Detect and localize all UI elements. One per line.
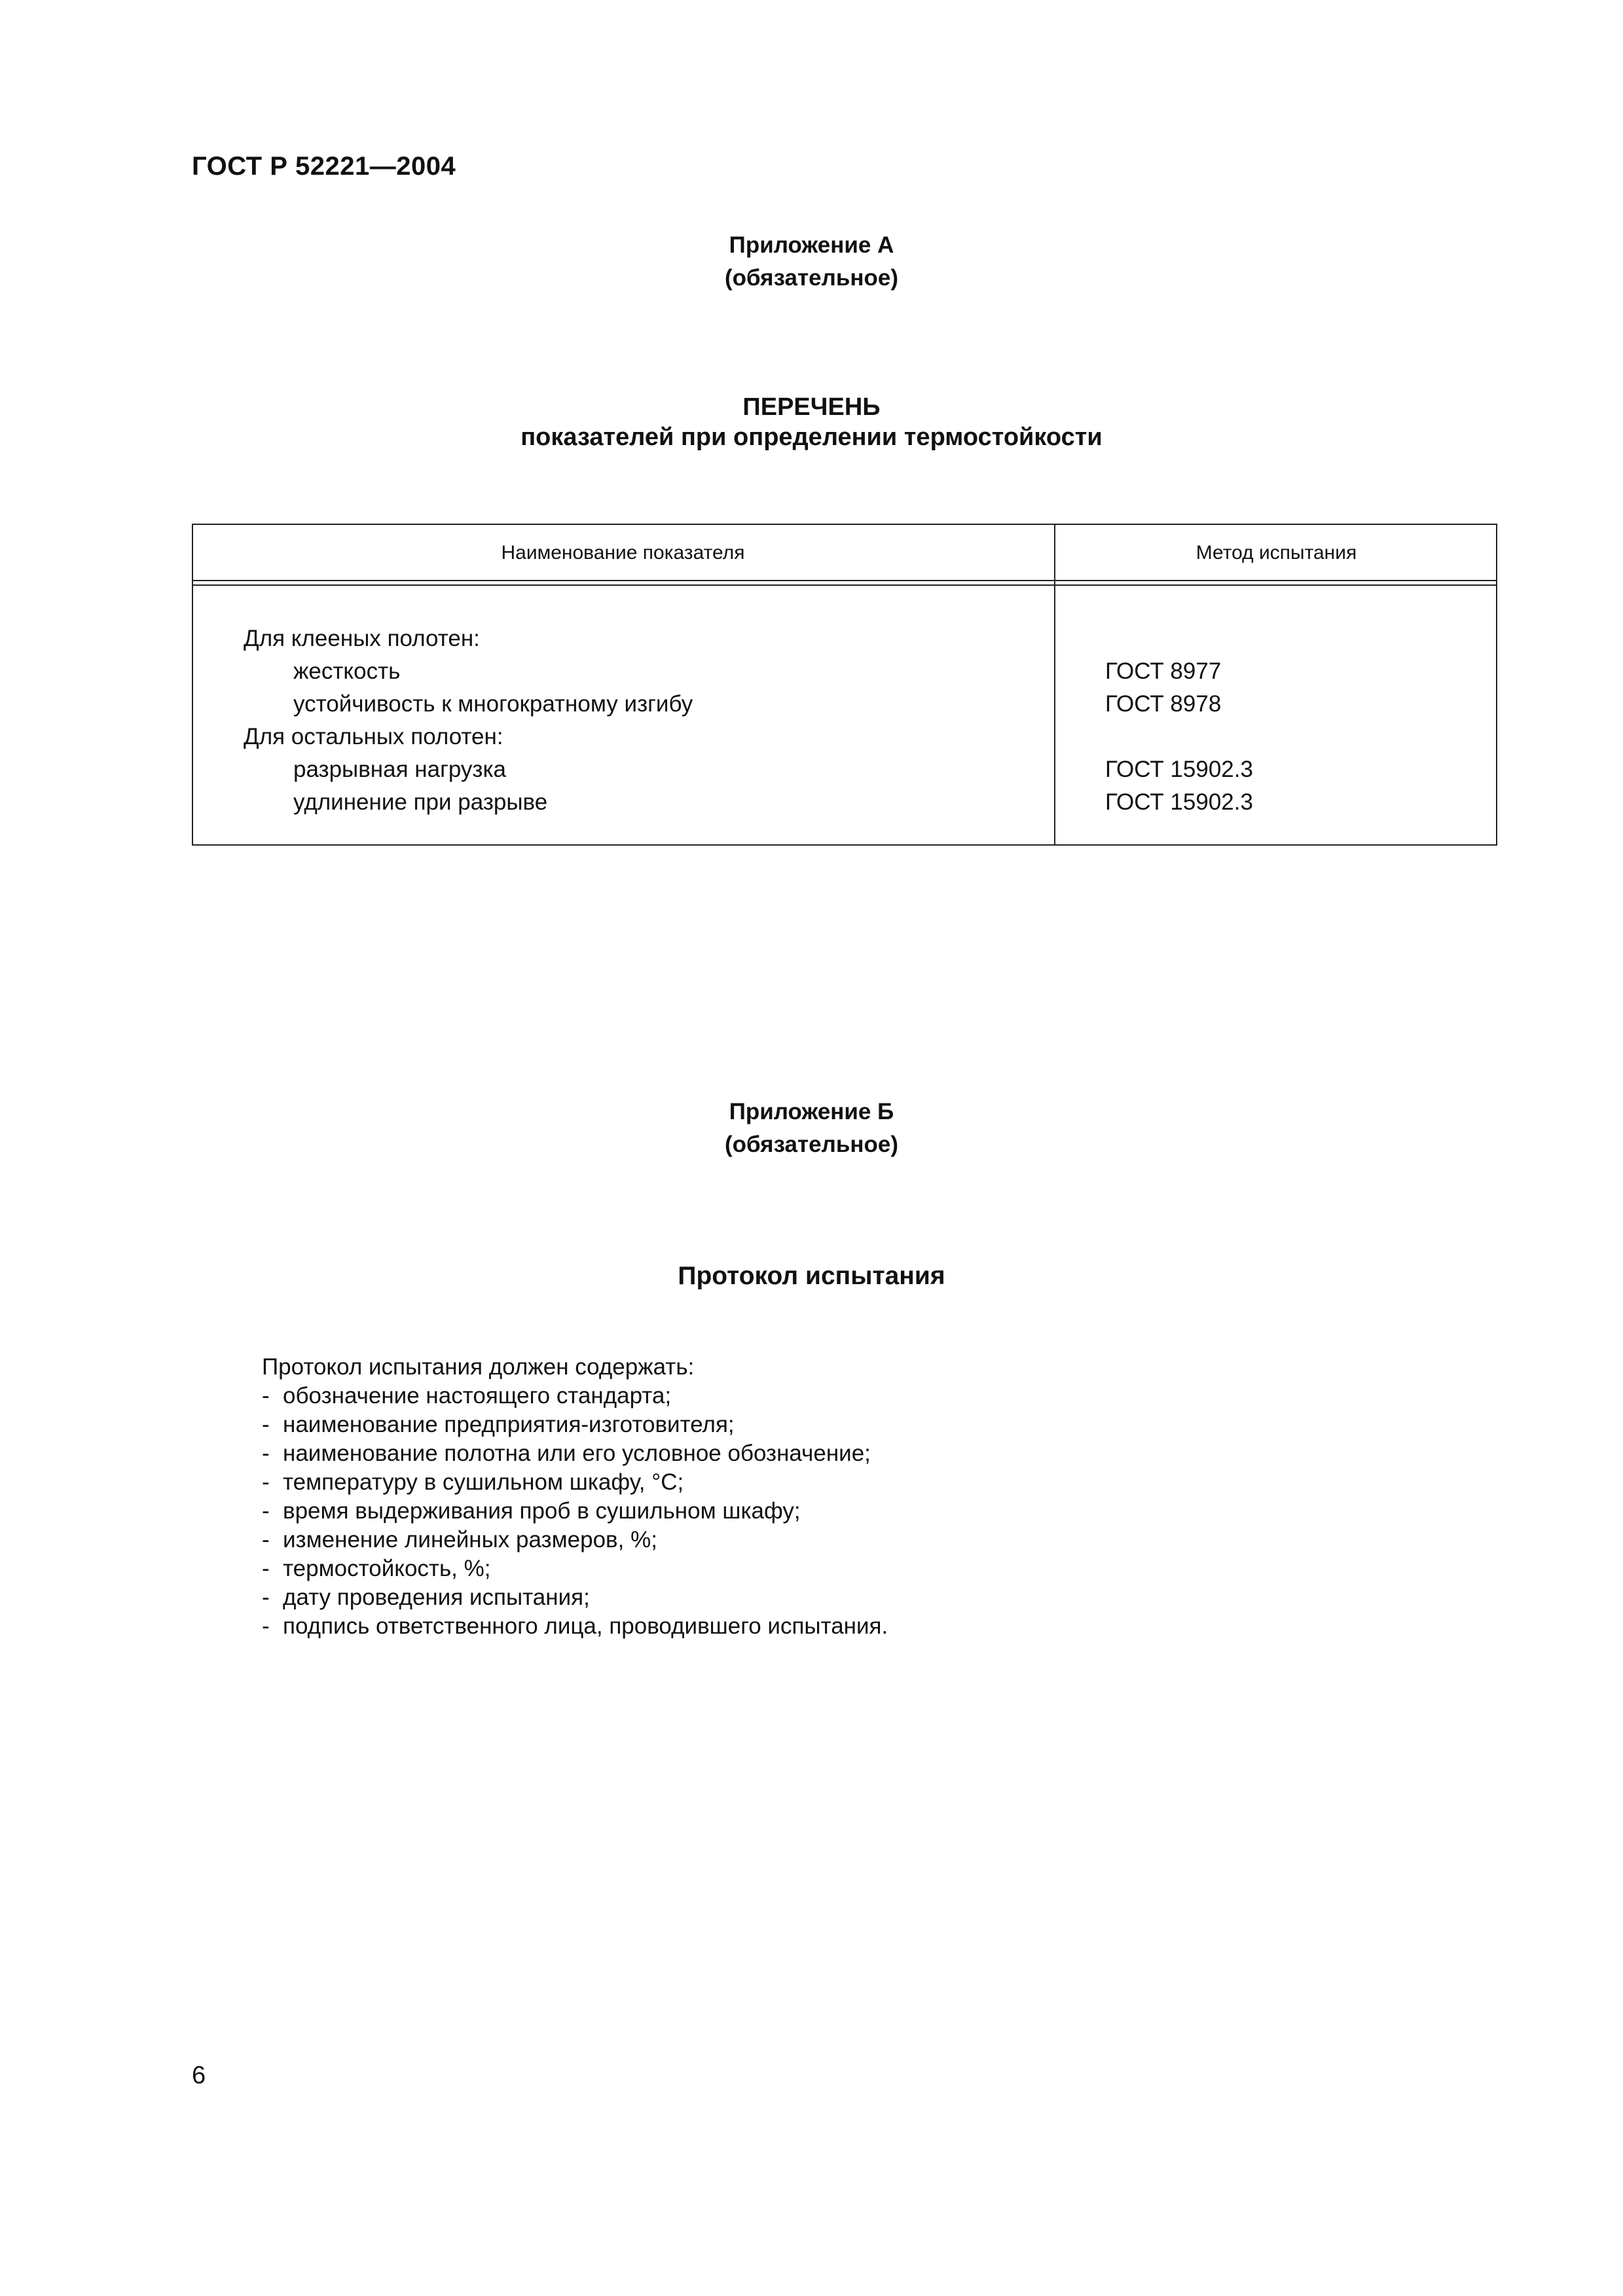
table-row-name: устойчивость к многократному изгибу: [293, 691, 693, 717]
list-bullet: -: [262, 1498, 270, 1524]
table-row-method: ГОСТ 15902.3: [1105, 757, 1253, 782]
list-item: температуру в сушильном шкафу, °С;: [283, 1469, 684, 1495]
table-header-rule: [192, 580, 1497, 581]
list-item: подпись ответственного лица, проводившего испытания.: [283, 1613, 888, 1639]
document-id: ГОСТ Р 52221—2004: [192, 152, 456, 181]
table-row-name: жесткость: [293, 658, 401, 684]
table-header-rule-double: [192, 584, 1497, 586]
list-bullet: -: [262, 1469, 270, 1495]
list-bullet: -: [262, 1383, 270, 1408]
list-bullet: -: [262, 1441, 270, 1466]
list-item: термостойкость, %;: [283, 1556, 491, 1581]
table-row-name: Для клееных полотен:: [244, 626, 480, 651]
appendix-a-title: Приложение А: [729, 232, 894, 258]
table-row-method: ГОСТ 15902.3: [1105, 789, 1253, 815]
column-header-indicator: Наименование показателя: [501, 542, 745, 564]
list-item: дату проведения испытания;: [283, 1585, 590, 1610]
list-item: наименование полотна или его условное обозначение;: [283, 1441, 871, 1466]
table-column-divider: [1054, 524, 1055, 846]
table-row-name: разрывная нагрузка: [293, 757, 506, 782]
protocol-intro: Протокол испытания должен содержать:: [262, 1354, 695, 1380]
table-row-method: ГОСТ 8977: [1105, 658, 1222, 684]
list-item: время выдерживания проб в сушильном шкафу;: [283, 1498, 801, 1524]
list-bullet: -: [262, 1556, 270, 1581]
list-heading: ПЕРЕЧЕНЬ: [742, 393, 881, 421]
list-bullet: -: [262, 1527, 270, 1552]
appendix-b-title: Приложение Б: [729, 1099, 894, 1124]
appendix-b-status: (обязательное): [724, 1132, 898, 1157]
page-number: 6: [192, 2062, 206, 2089]
table-row-name: Для остальных полотен:: [244, 724, 503, 749]
list-bullet: -: [262, 1613, 270, 1639]
column-header-method: Метод испытания: [1195, 542, 1357, 564]
table-row-name: удлинение при разрыве: [293, 789, 548, 815]
appendix-a-status: (обязательное): [724, 265, 898, 291]
table-row-method: ГОСТ 8978: [1105, 691, 1222, 717]
list-bullet: -: [262, 1412, 270, 1437]
list-bullet: -: [262, 1585, 270, 1610]
list-item: обозначение настоящего стандарта;: [283, 1383, 672, 1408]
list-item: наименование предприятия-изготовителя;: [283, 1412, 735, 1437]
list-subheading: показателей при определении термостойкости: [520, 423, 1103, 451]
list-item: изменение линейных размеров, %;: [283, 1527, 657, 1552]
protocol-heading: Протокол испытания: [678, 1262, 945, 1290]
